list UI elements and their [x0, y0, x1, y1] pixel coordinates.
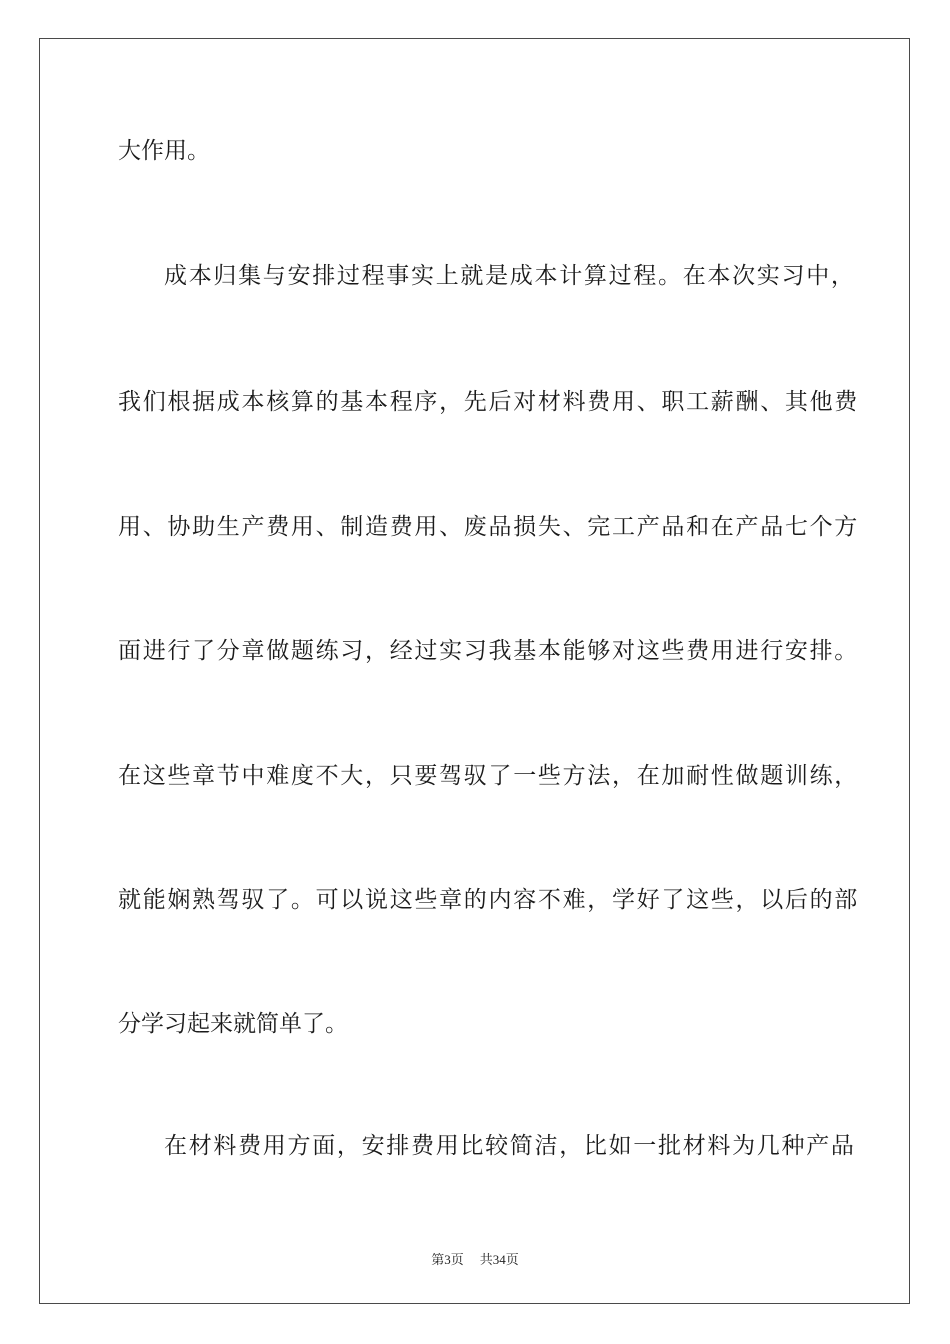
page-footer: [0, 1249, 950, 1268]
text-line: 就能娴熟驾驭了。可以说这些章的内容不难，学好了这些，以后的部: [118, 887, 859, 913]
page-number: 第3页: [431, 1252, 464, 1267]
paragraph-start-line: 成本归集与安排过程事实上就是成本计算过程。在本次实习中，: [164, 263, 856, 289]
text-line: 分学习起来就简单了。: [118, 1011, 348, 1037]
page-border: [39, 38, 910, 1304]
text-line: 用、协助生产费用、制造费用、废品损失、完工产品和在产品七个方: [118, 514, 859, 540]
text-line: 大作用。: [118, 138, 210, 164]
paragraph-start-line: 在材料费用方面，安排费用比较简洁，比如一批材料为几种产品: [164, 1133, 856, 1159]
page-total: 共34页: [479, 1252, 519, 1267]
text-line: 面进行了分章做题练习，经过实习我基本能够对这些费用进行安排。: [118, 638, 859, 664]
text-line: 在这些章节中难度不大，只要驾驭了一些方法，在加耐性做题训练，: [118, 763, 859, 789]
text-line: 我们根据成本核算的基本程序，先后对材料费用、职工薪酬、其他费: [118, 389, 859, 415]
